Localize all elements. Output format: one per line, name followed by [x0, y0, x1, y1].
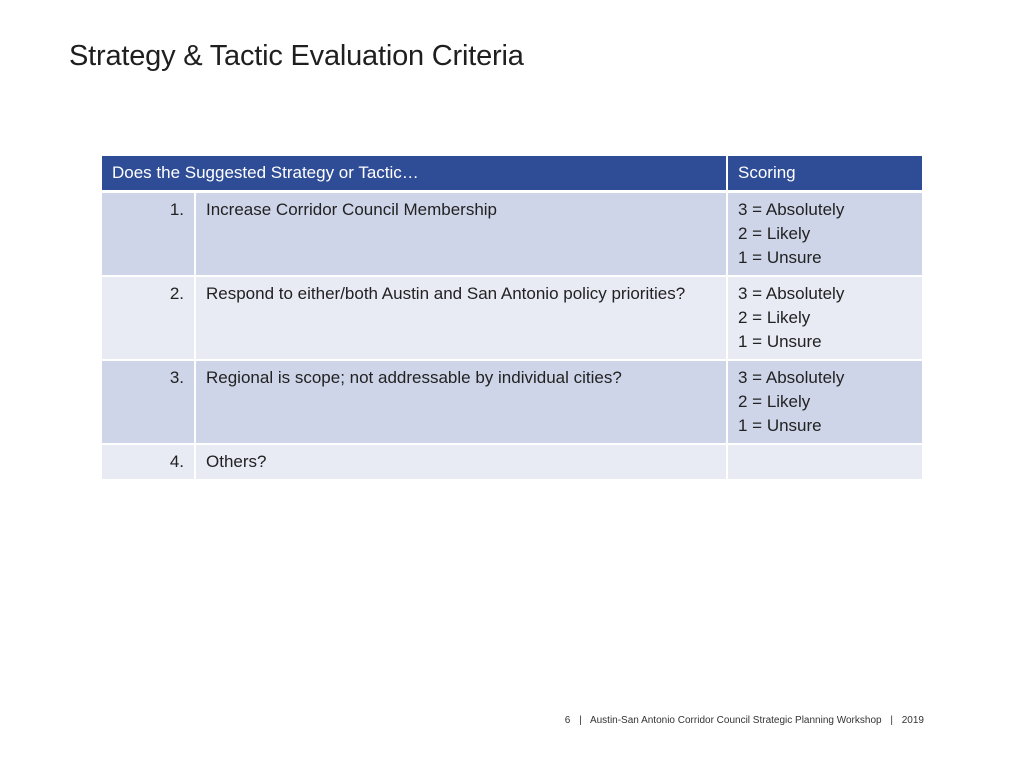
slide-footer [565, 715, 924, 726]
row-criterion: Regional is scope; not addressable by individual cities? [195, 360, 727, 444]
row-number: 1. [102, 192, 195, 277]
scoring-option: 3 = Absolutely [738, 200, 845, 219]
header-question: Does the Suggested Strategy or Tactic… [102, 156, 727, 192]
scoring-option: 1 = Unsure [738, 416, 822, 435]
table-row [102, 192, 922, 277]
scoring-option: 3 = Absolutely [738, 368, 845, 387]
row-scoring [727, 444, 922, 480]
scoring-option: 2 = Likely [738, 308, 811, 327]
table-row [102, 360, 922, 444]
footer-page-number: 6 [564, 715, 571, 726]
row-scoring [727, 192, 922, 277]
row-number: 2. [102, 276, 195, 360]
footer-separator: | [890, 715, 893, 726]
scoring-option: 3 = Absolutely [738, 284, 845, 303]
header-scoring: Scoring [727, 156, 922, 192]
footer-year: 2019 [901, 715, 924, 726]
row-scoring [727, 360, 922, 444]
evaluation-criteria-table [102, 156, 922, 481]
footer-event-name: Austin-San Antonio Corridor Council Strategic Planning Workshop [589, 715, 882, 726]
row-number: 3. [102, 360, 195, 444]
page-title: Strategy & Tactic Evaluation Criteria [69, 40, 524, 72]
table-row [102, 444, 922, 480]
row-criterion: Respond to either/both Austin and San Antonio policy priorities? [195, 276, 727, 360]
row-scoring [727, 276, 922, 360]
row-criterion: Others? [195, 444, 727, 480]
table-header-row [102, 156, 922, 192]
scoring-option: 1 = Unsure [738, 248, 822, 267]
table-row [102, 276, 922, 360]
scoring-option: 2 = Likely [738, 224, 811, 243]
scoring-option: 1 = Unsure [738, 332, 822, 351]
scoring-option: 2 = Likely [738, 392, 811, 411]
row-number: 4. [102, 444, 195, 480]
row-criterion: Increase Corridor Council Membership [195, 192, 727, 277]
footer-separator: | [579, 715, 582, 726]
